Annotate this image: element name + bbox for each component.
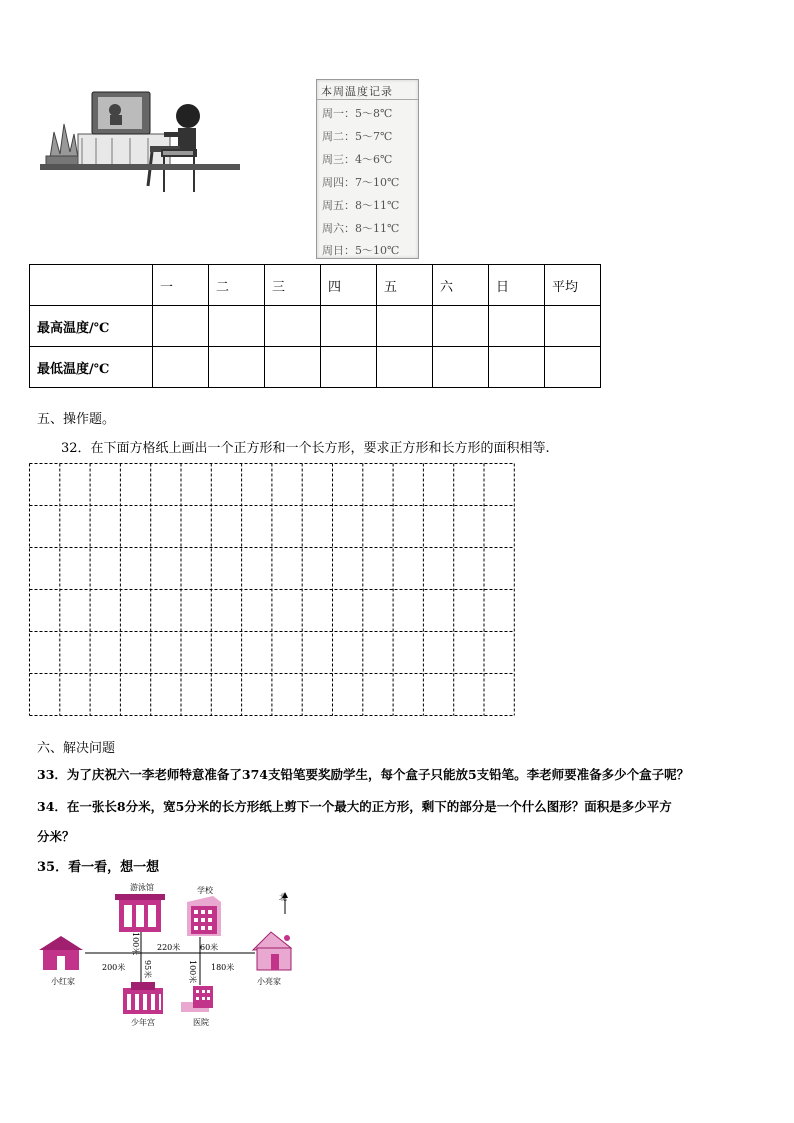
tv-icon xyxy=(92,92,150,134)
table-header-cell xyxy=(30,265,153,306)
section-6-heading: 六、解决问题 xyxy=(37,741,116,756)
distance-label: 220米 xyxy=(157,943,181,952)
answer-cell[interactable] xyxy=(433,306,489,347)
table-header-cell: 平均 xyxy=(545,265,601,306)
temperature-row: 周日：5～10℃ xyxy=(322,244,400,257)
answer-cell[interactable] xyxy=(489,347,545,388)
route-map xyxy=(35,880,315,1030)
xiaohong-house-icon xyxy=(39,936,83,970)
question-34: 34．在一张长8分米，宽5分米的长方形纸上剪下一个最大的正方形，剩下的部分是一个什么图形？面积是多少平方 xyxy=(37,799,672,814)
answer-cell[interactable] xyxy=(377,306,433,347)
temperature-row: 周三：4～6℃ xyxy=(322,153,393,166)
place-xiaohong: 小红家 xyxy=(51,977,75,986)
distance-label: 180米 xyxy=(211,963,235,972)
school-building-icon xyxy=(187,896,221,936)
question-32: 32．在下面方格纸上画出一个正方形和一个长方形，要求正方形和长方形的面积相等. xyxy=(61,441,550,456)
answer-cell[interactable] xyxy=(545,347,601,388)
swimming-pool-building-icon xyxy=(115,894,165,932)
answer-cell[interactable] xyxy=(489,306,545,347)
answer-cell[interactable] xyxy=(209,306,265,347)
place-hospital: 医院 xyxy=(193,1018,209,1027)
north-label: 北 xyxy=(279,893,287,902)
temperature-row: 周一：5～8℃ xyxy=(322,107,393,120)
temperature-record-card xyxy=(316,79,419,259)
tv-child-illustration xyxy=(40,88,240,198)
place-xiaoliang: 小亮家 xyxy=(257,977,281,986)
row-label: 最高温度/℃ xyxy=(30,306,153,347)
answer-cell[interactable] xyxy=(377,347,433,388)
table-row xyxy=(30,347,601,388)
temperature-row: 周四：7～10℃ xyxy=(322,176,400,189)
answer-cell[interactable] xyxy=(321,347,377,388)
temperature-card-title: 本周温度记录 xyxy=(321,85,393,98)
answer-cell[interactable] xyxy=(321,306,377,347)
distance-label: 95米 xyxy=(143,960,152,979)
grid-paper[interactable] xyxy=(29,463,515,719)
table-row xyxy=(30,306,601,347)
answer-cell[interactable] xyxy=(545,306,601,347)
table-header-cell: 六 xyxy=(433,265,489,306)
answer-cell[interactable] xyxy=(265,306,321,347)
temperature-row: 周六：8～11℃ xyxy=(322,222,400,235)
answer-cell[interactable] xyxy=(265,347,321,388)
place-swim: 游泳馆 xyxy=(130,883,154,892)
answer-cell[interactable] xyxy=(153,347,209,388)
place-youth: 少年宫 xyxy=(131,1018,155,1027)
distance-label: 60米 xyxy=(200,943,219,952)
distance-label: 200米 xyxy=(102,963,126,972)
section-5-heading: 五、操作题。 xyxy=(37,412,116,427)
table-header-row xyxy=(30,265,601,306)
table-header-cell: 二 xyxy=(209,265,265,306)
temperature-row: 周五：8～11℃ xyxy=(322,199,400,212)
row-label: 最低温度/℃ xyxy=(30,347,153,388)
distance-label: 100米 xyxy=(188,960,197,984)
answer-cell[interactable] xyxy=(209,347,265,388)
temperature-row: 周二：5～7℃ xyxy=(322,130,393,143)
answer-cell[interactable] xyxy=(433,347,489,388)
table-header-cell: 一 xyxy=(153,265,209,306)
table-header-cell: 四 xyxy=(321,265,377,306)
xiaoliang-house-icon xyxy=(253,932,291,970)
table-header-cell: 五 xyxy=(377,265,433,306)
plant-icon xyxy=(46,124,82,166)
answer-cell[interactable] xyxy=(153,306,209,347)
table-header-cell: 日 xyxy=(489,265,545,306)
floor-line xyxy=(40,164,240,170)
question-34-continued: 分米？ xyxy=(37,829,75,844)
question-35: 35．看一看，想一想 xyxy=(37,860,160,875)
divider xyxy=(317,99,418,100)
hospital-building-icon xyxy=(181,986,213,1012)
temperature-table xyxy=(29,264,601,388)
youth-palace-building-icon xyxy=(123,982,163,1014)
question-33: 33．为了庆祝六一李老师特意准备了374支铅笔要奖励学生，每个盒子只能放5支铅笔。李老师要准备多少个盒子呢？ xyxy=(37,767,690,782)
place-school: 学校 xyxy=(197,886,213,895)
distance-label: 100米 xyxy=(131,932,140,956)
table-header-cell: 三 xyxy=(265,265,321,306)
